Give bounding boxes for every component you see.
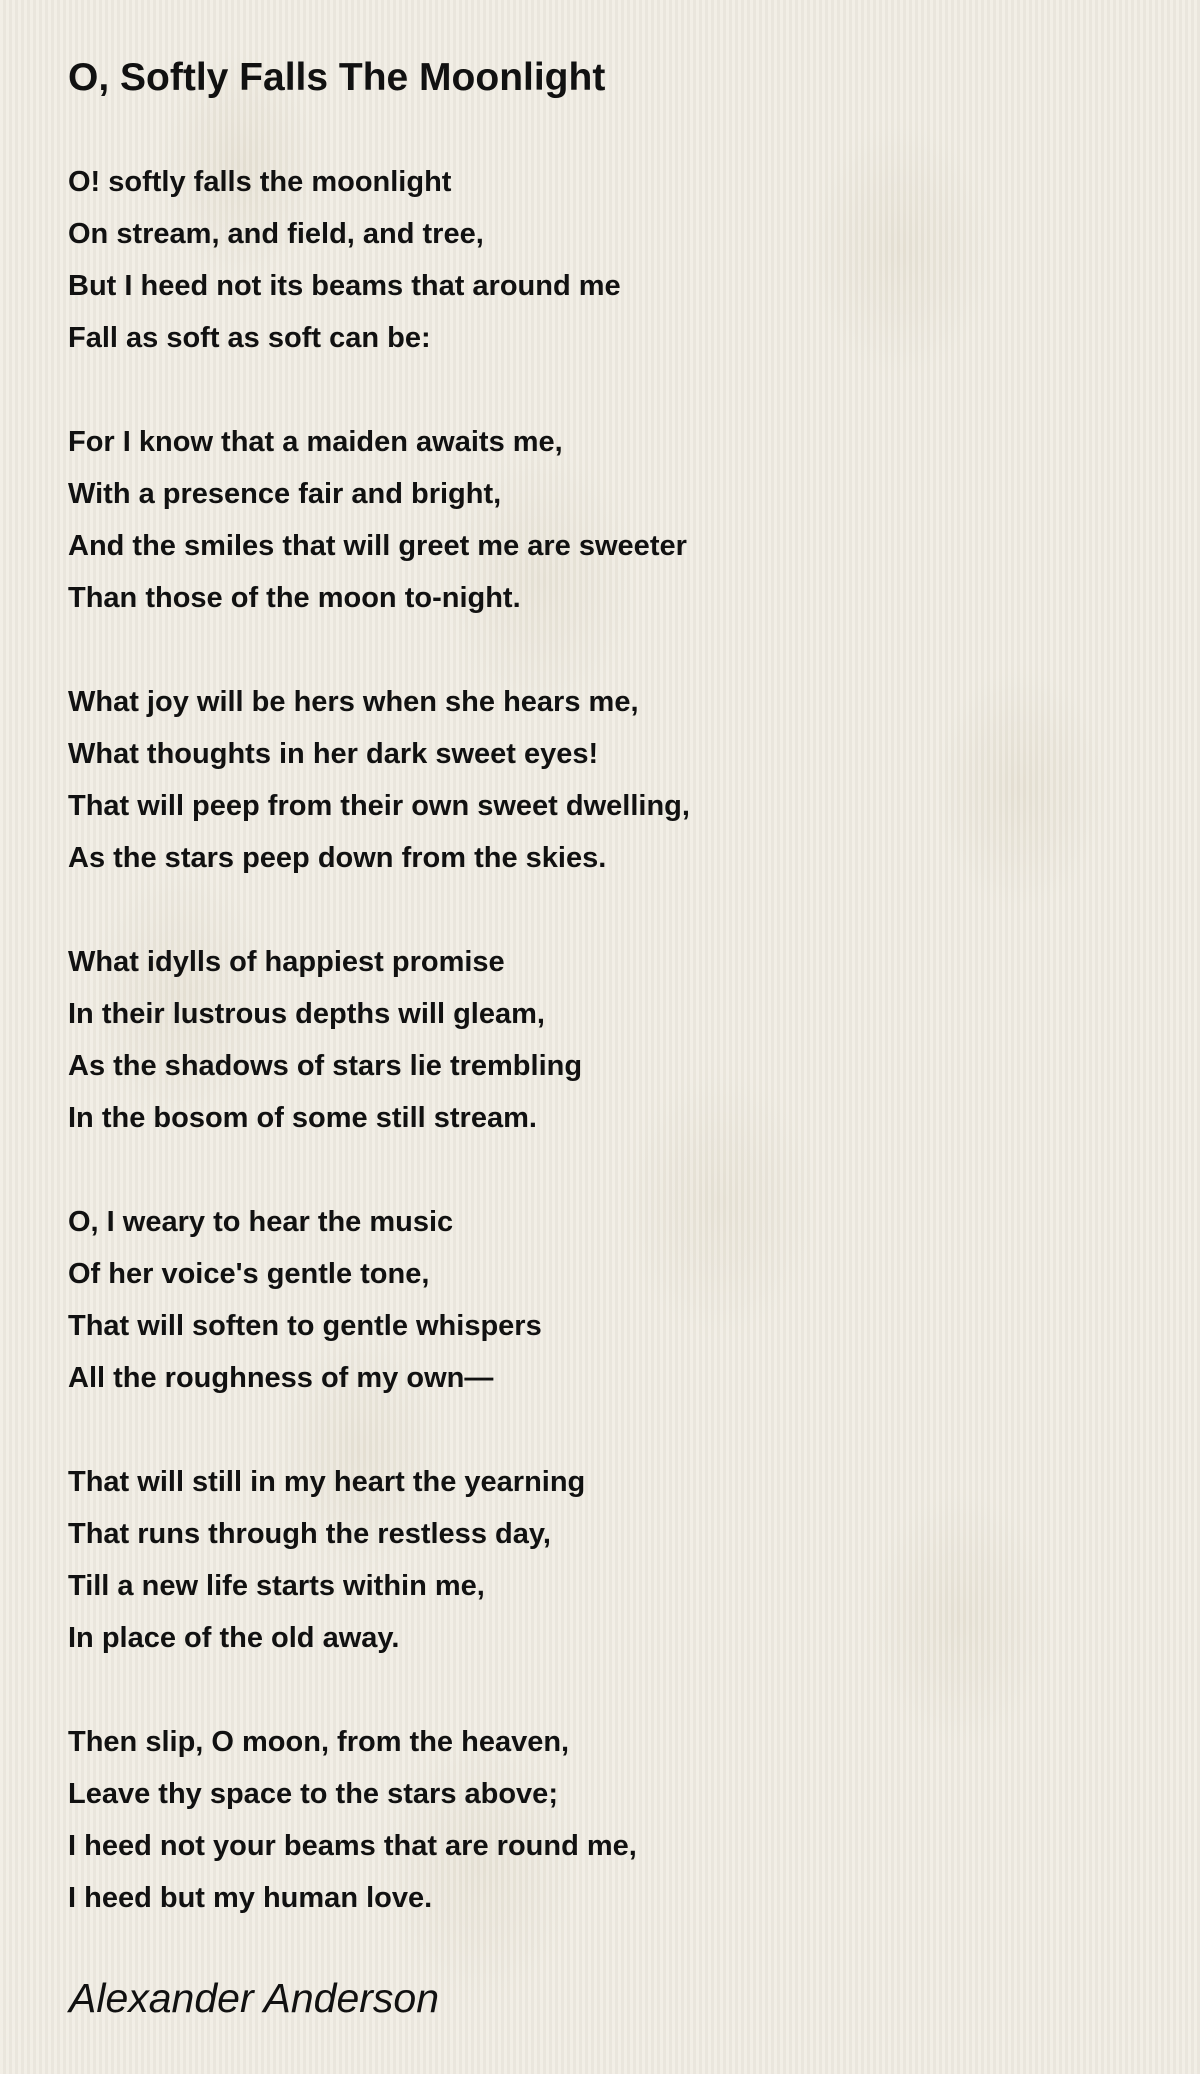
stanza-7 xyxy=(68,1716,1148,1924)
poem-line: That runs through the restless day, xyxy=(68,1518,551,1550)
poem-line: That will peep from their own sweet dwelling, xyxy=(68,790,690,822)
poem-line: Leave thy space to the stars above; xyxy=(68,1778,558,1810)
poem-line: Then slip, O moon, from the heaven, xyxy=(68,1726,570,1758)
poem-author: Alexander Anderson xyxy=(69,1975,440,2021)
poem-line: Of her voice's gentle tone, xyxy=(68,1258,430,1290)
poem-line: I heed not your beams that are round me, xyxy=(68,1830,637,1862)
stanza-6 xyxy=(68,1456,1148,1664)
poem-line: What idylls of happiest promise xyxy=(68,946,505,978)
poem-line: For I know that a maiden awaits me, xyxy=(68,426,563,458)
poem-line: In the bosom of some still stream. xyxy=(68,1102,537,1134)
poem-line: Till a new life starts within me, xyxy=(68,1570,485,1602)
poem-line: In place of the old away. xyxy=(68,1622,400,1654)
poem-line: I heed but my human love. xyxy=(68,1882,433,1914)
poem-line: O, I weary to hear the music xyxy=(68,1206,454,1238)
poem-line: All the roughness of my own— xyxy=(68,1362,494,1394)
poem-line: With a presence fair and bright, xyxy=(68,478,502,510)
stanza-4 xyxy=(68,936,1148,1144)
poem-line: What thoughts in her dark sweet eyes! xyxy=(68,738,599,770)
poem-line: As the stars peep down from the skies. xyxy=(68,842,607,874)
poem-line: And the smiles that will greet me are sweeter xyxy=(68,530,687,562)
poem-line: O! softly falls the moonlight xyxy=(68,166,452,198)
poem-line: What joy will be hers when she hears me, xyxy=(68,686,639,718)
stanza-5 xyxy=(68,1196,1148,1404)
poem-line: As the shadows of stars lie trembling xyxy=(68,1050,583,1082)
poem-line: Fall as soft as soft can be: xyxy=(68,322,431,354)
poem-page xyxy=(68,50,1148,1976)
stanza-2 xyxy=(68,416,1148,624)
poem-line: Than those of the moon to-night. xyxy=(68,582,521,614)
poem-body xyxy=(68,156,1148,1924)
poem-line: That will soften to gentle whispers xyxy=(68,1310,542,1342)
poem-line: But I heed not its beams that around me xyxy=(68,270,621,302)
stanza-1 xyxy=(68,156,1148,364)
poem-line: In their lustrous depths will gleam, xyxy=(68,998,545,1030)
poem-title: O, Softly Falls The Moonlight xyxy=(68,56,606,99)
poem-line: On stream, and field, and tree, xyxy=(68,218,484,250)
poem-line: That will still in my heart the yearning xyxy=(68,1466,586,1498)
stanza-3 xyxy=(68,676,1148,884)
